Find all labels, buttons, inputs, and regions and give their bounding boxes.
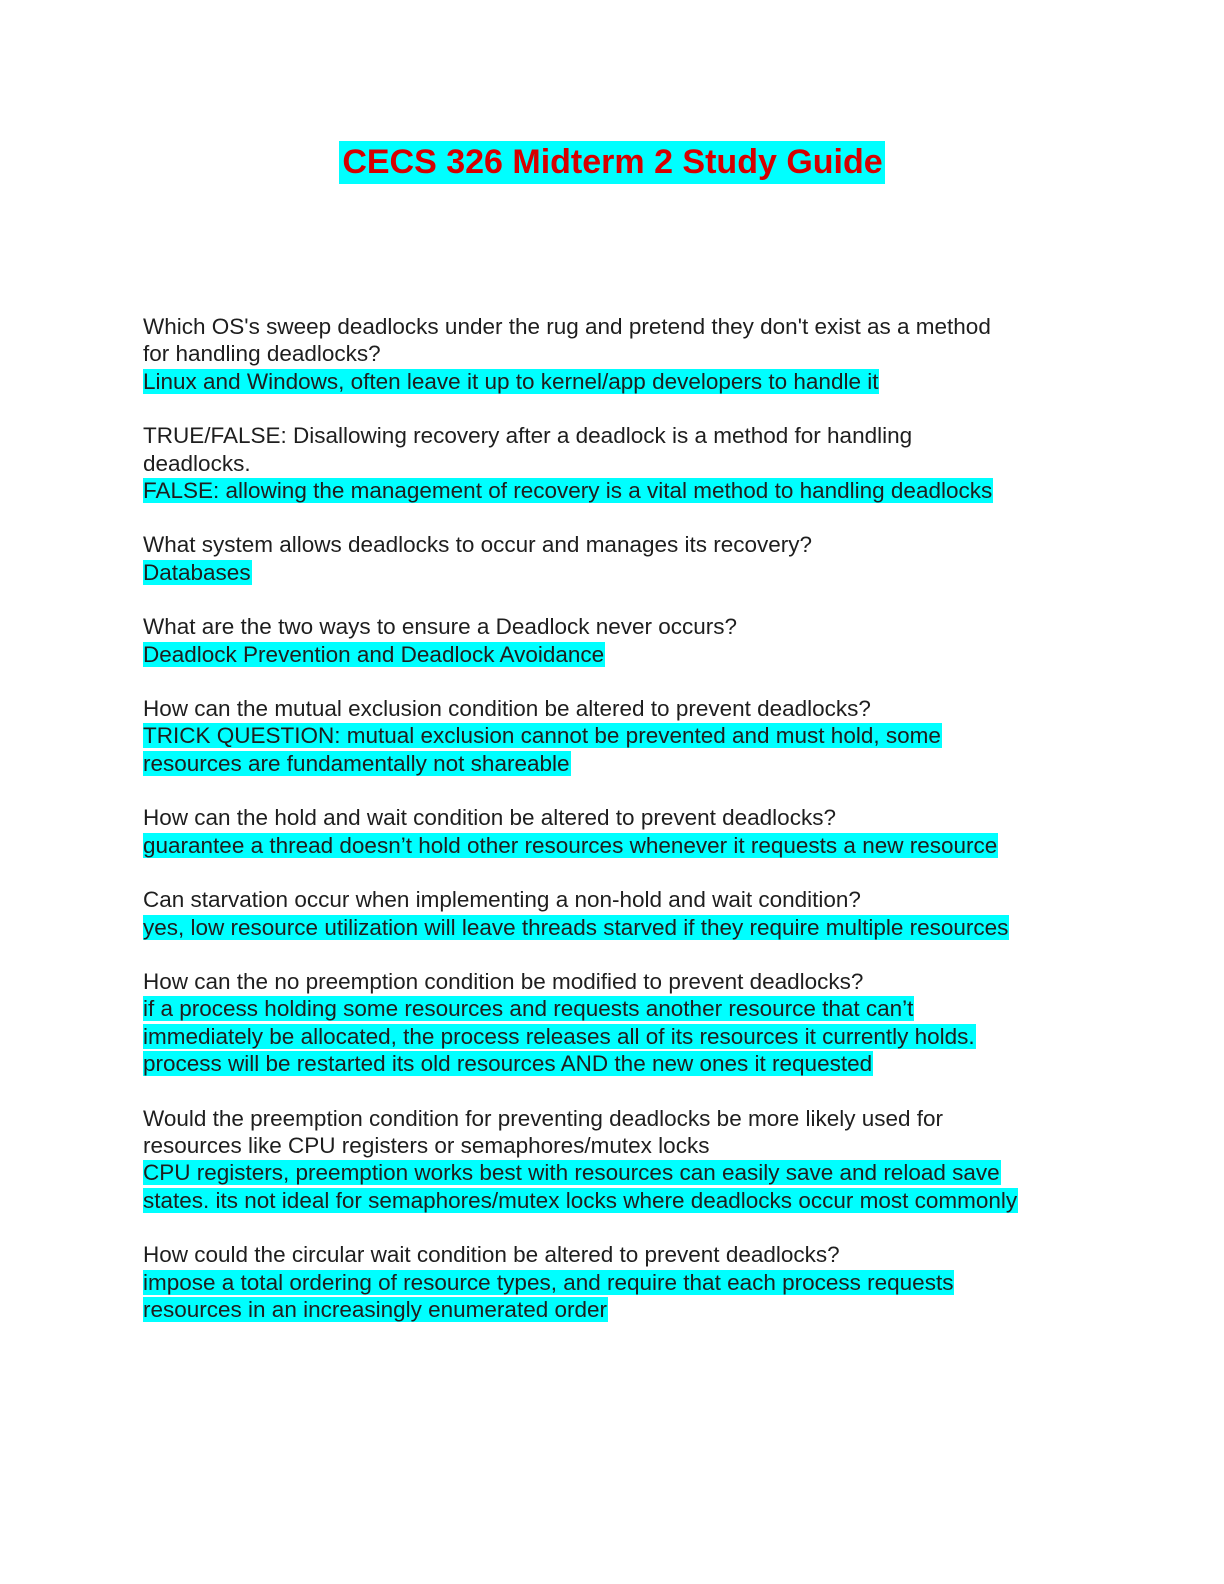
question-line: Which OS's sweep deadlocks under the rug and pretend they don't exist as a method xyxy=(143,314,991,339)
answer-line xyxy=(143,641,1083,668)
question-line: How can the no preemption condition be modified to prevent deadlocks? xyxy=(143,968,864,994)
answer-highlight: CPU registers, preemption works best with resources can easily save and reload save xyxy=(143,1160,1000,1186)
answer-line xyxy=(143,750,1083,777)
question-line: Would the preemption condition for preventing deadlocks be more likely used for xyxy=(143,1105,944,1131)
answer-line xyxy=(143,832,1083,859)
question-line: How can the hold and wait condition be altered to prevent deadlocks? xyxy=(143,805,836,831)
question-line: How could the circular wait condition be altered to prevent deadlocks? xyxy=(143,1242,840,1268)
answer-highlight: guarantee a thread doesn’t hold other resources whenever it requests a new resource xyxy=(143,832,998,858)
answer-highlight: resources in an increasingly enumerated order xyxy=(143,1296,607,1322)
answer-line xyxy=(143,1050,1083,1077)
page-title: CECS 326 Midterm 2 Study Guide xyxy=(339,141,884,184)
answer-line xyxy=(143,722,1083,749)
answer-highlight: Linux and Windows, often leave it up to kernel/app developers to handle it xyxy=(143,368,879,394)
question-line: for handling deadlocks? xyxy=(143,341,381,367)
answer-line xyxy=(143,914,1083,941)
answer-highlight: Deadlock Prevention and Deadlock Avoidance xyxy=(143,641,605,667)
question-line: What system allows deadlocks to occur and manages its recovery? xyxy=(143,532,813,558)
qa-item xyxy=(143,313,1083,395)
answer-highlight: impose a total ordering of resource types, and require that each process requests xyxy=(143,1269,954,1295)
answer-highlight: FALSE: allowing the management of recovery is a vital method to handling deadlocks xyxy=(143,478,993,504)
qa-item xyxy=(143,1105,1083,1215)
answer-line xyxy=(143,1023,1083,1050)
qa-item xyxy=(143,531,1083,586)
answer-highlight: if a process holding some resources and requests another resource that can’t xyxy=(143,996,914,1022)
question-line: Can starvation occur when implementing a non-hold and wait condition? xyxy=(143,887,861,913)
qa-list xyxy=(143,313,1083,1350)
qa-item xyxy=(143,886,1083,941)
answer-highlight: yes, low resource utilization will leave threads starved if they require multiple resources xyxy=(143,914,1009,940)
qa-item xyxy=(143,804,1083,859)
question-line: resources like CPU registers or semaphores/mutex locks xyxy=(143,1132,710,1158)
answer-line xyxy=(143,477,1083,504)
answer-highlight: Databases xyxy=(143,559,251,585)
question-line: How can the mutual exclusion condition be altered to prevent deadlocks? xyxy=(143,696,871,722)
question-line: TRUE/FALSE: Disallowing recovery after a deadlock is a method for handling xyxy=(143,423,913,449)
answer-highlight: TRICK QUESTION: mutual exclusion cannot be prevented and must hold, some xyxy=(143,723,941,749)
qa-item xyxy=(143,1241,1083,1323)
answer-highlight: process will be restarted its old resources AND the new ones it requested xyxy=(143,1051,873,1077)
question-line: What are the two ways to ensure a Deadlock never occurs? xyxy=(143,614,738,640)
title-container xyxy=(0,141,1224,184)
answer-line xyxy=(143,1269,1083,1296)
qa-item xyxy=(143,422,1083,504)
answer-highlight: states. its not ideal for semaphores/mutex locks where deadlocks occur most commonly xyxy=(143,1187,1018,1213)
answer-line xyxy=(143,559,1083,586)
answer-line xyxy=(143,1187,1083,1214)
answer-highlight: resources are fundamentally not shareable xyxy=(143,750,570,776)
answer-line xyxy=(143,1296,1083,1323)
answer-line xyxy=(143,1159,1083,1186)
answer-highlight: immediately be allocated, the process releases all of its resources it currently holds. xyxy=(143,1023,975,1049)
answer-line xyxy=(143,995,1083,1022)
answer-line xyxy=(143,368,1083,395)
qa-item xyxy=(143,968,1083,1078)
question-line: deadlocks. xyxy=(143,450,251,476)
qa-item xyxy=(143,695,1083,777)
qa-item xyxy=(143,613,1083,668)
